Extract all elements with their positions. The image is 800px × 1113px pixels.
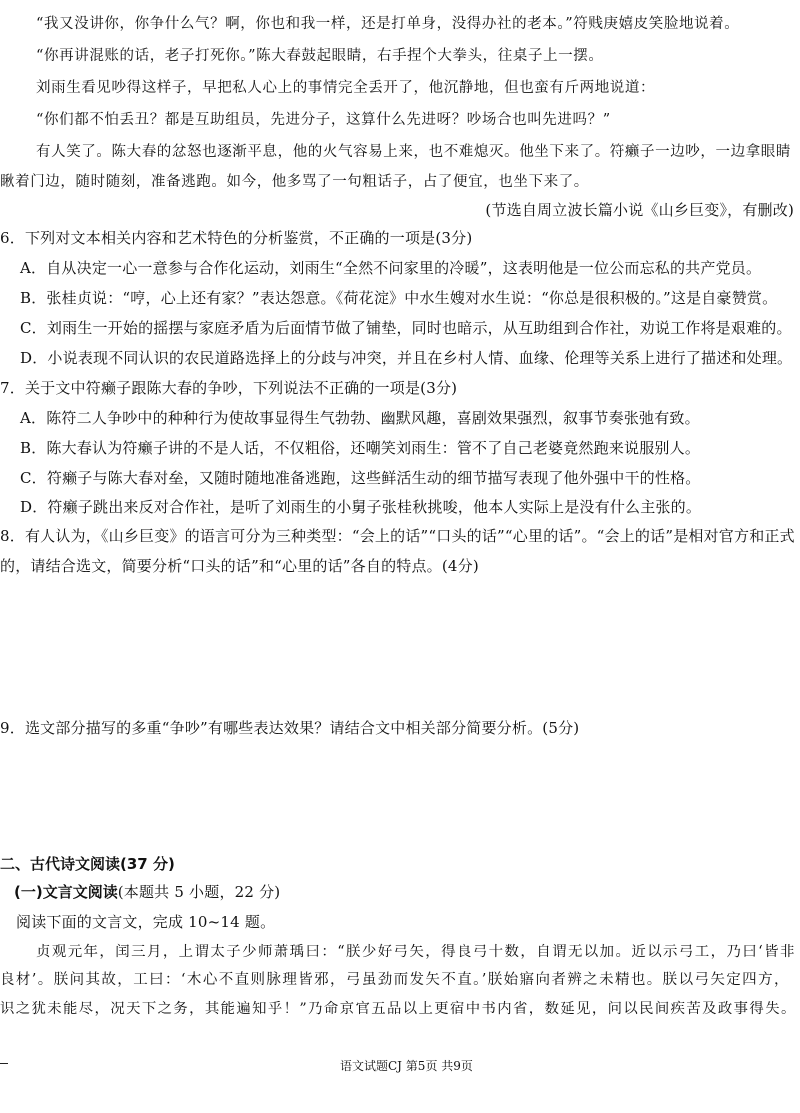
passage-line: “你们都不怕丢丑？都是互助组员，先进分子，这算什么先进呀？吵场合也叫先进吗？” (36, 112, 611, 128)
question-8-stem: 8．有人认为，《山乡巨变》的语言可分为三种类型：“会上的话”“口头的话”“心里的话”。“会上的话”是相对官方和正式 (0, 527, 795, 545)
passage-line: 有人笑了。陈大春的忿怒也逐渐平息，他的火气容易上来，也不难熄灭。他坐下来了。符癞子一边吵，一边拿眼睛 (36, 144, 791, 160)
question-7-option-b: B．陈大春认为符癞子讲的不是人话，不仅粗俗，还嘲笑刘雨生：管不了自己老婆竟然跑来说服别人。 (20, 439, 701, 457)
question-7-option-c: C．符癞子与陈大春对垒，又随时随地准备逃跑，这些鲜活生动的细节描写表现了他外强中干的性格。 (20, 469, 701, 487)
passage-line: 刘雨生看见吵得这样子，早把私人心上的事情完全丢开了，他沉静地，但也蛮有斤两地说道： (36, 80, 656, 96)
question-9-stem: 9．选文部分描写的多重“争吵”有哪些表达效果？请结合文中相关部分简要分析。(5分) (0, 719, 580, 737)
question-8-stem-cont: 的，请结合选文，简要分析“口头的话”和“心里的话”各自的特点。(4分) (0, 557, 479, 575)
question-6-option-c: C．刘雨生一开始的摇摆与家庭矛盾为后面情节做了铺垫，同时也暗示，从互助组到合作社，劝说工作将是艰难的。 (20, 319, 792, 337)
question-6-option-a: A．自从决定一心一意参与合作化运动，刘雨生“全然不问家里的冷暖”，这表明他是一位公而忘私的共产党员。 (20, 259, 762, 277)
question-6-stem: 6．下列对文本相关内容和艺术特色的分析鉴赏，不正确的一项是(3分) (0, 229, 473, 247)
subsection-note: (本题共 5 小题，22 分) (117, 883, 281, 901)
classical-text-line: 良材’。朕问其故，工曰：‘木心不直则脉理皆邪，弓虽劲而发矢不直。’朕始寤向者辨之未精也。朕以弓矢定四方， (0, 972, 790, 988)
page-footer: 语文试题CJ 第5页 共9页 (340, 1059, 473, 1073)
classical-text-line: 识之犹未能尽，况天下之务，其能遍知乎！”乃命京官五品以上更宿中书内省，数延见，问以民间疾苦及政事得失。 (0, 1001, 797, 1017)
section-heading: 二、古代诗文阅读(37 分) (0, 855, 175, 873)
passage-line: “你再讲混账的话，老子打死你。”陈大春鼓起眼睛，右手捏个大拳头，往桌子上一摆。 (36, 48, 604, 64)
question-7-option-d: D．符癞子跳出来反对合作社，是听了刘雨生的小舅子张桂秋挑唆，他本人实际上是没有什么主张的。 (20, 498, 702, 516)
passage-line: “我又没讲你，你争什么气？啊，你也和我一样，还是打单身，没得办社的老本。”符贱庚嬉皮笑脸地说着。 (36, 16, 740, 32)
question-6-option-d: D．小说表现不同认识的农民道路选择上的分歧与冲突，并且在乡村人情、血缘、伦理等关系上进行了描述和处理。 (20, 349, 793, 367)
question-7-option-a: A．陈符二人争吵中的种种行为使故事显得生气勃勃、幽默风趣，喜剧效果强烈，叙事节奏张弛有致。 (20, 409, 700, 427)
subsection-title: (一)文言文阅读 (14, 883, 118, 901)
classical-text-line: 贞观元年，闰三月，上谓太子少师萧瑀曰：“朕少好弓矢，得良弓十数，自谓无以加。近以示弓工，乃曰‘皆非 (36, 944, 796, 960)
passage-source: (节选自周立波长篇小说《山乡巨变》，有删改) (485, 201, 794, 219)
instruction-text: 阅读下面的文言文，完成 10~14 题。 (16, 913, 276, 931)
footer-dash (0, 1063, 8, 1064)
subsection-heading (14, 882, 280, 902)
question-7-stem: 7．关于文中符癞子跟陈大春的争吵，下列说法不正确的一项是(3分) (0, 379, 458, 397)
passage-line: 瞅着门边，随时随刻，准备逃跑。如今，他多骂了一句粗话子，占了便宜，也坐下来了。 (0, 174, 589, 190)
question-6-option-b: B．张桂贞说：“哼，心上还有家？”表达怨意。《荷花淀》中水生嫂对水生说：“你总是很积极的。”这是自豪赞赏。 (20, 289, 778, 307)
